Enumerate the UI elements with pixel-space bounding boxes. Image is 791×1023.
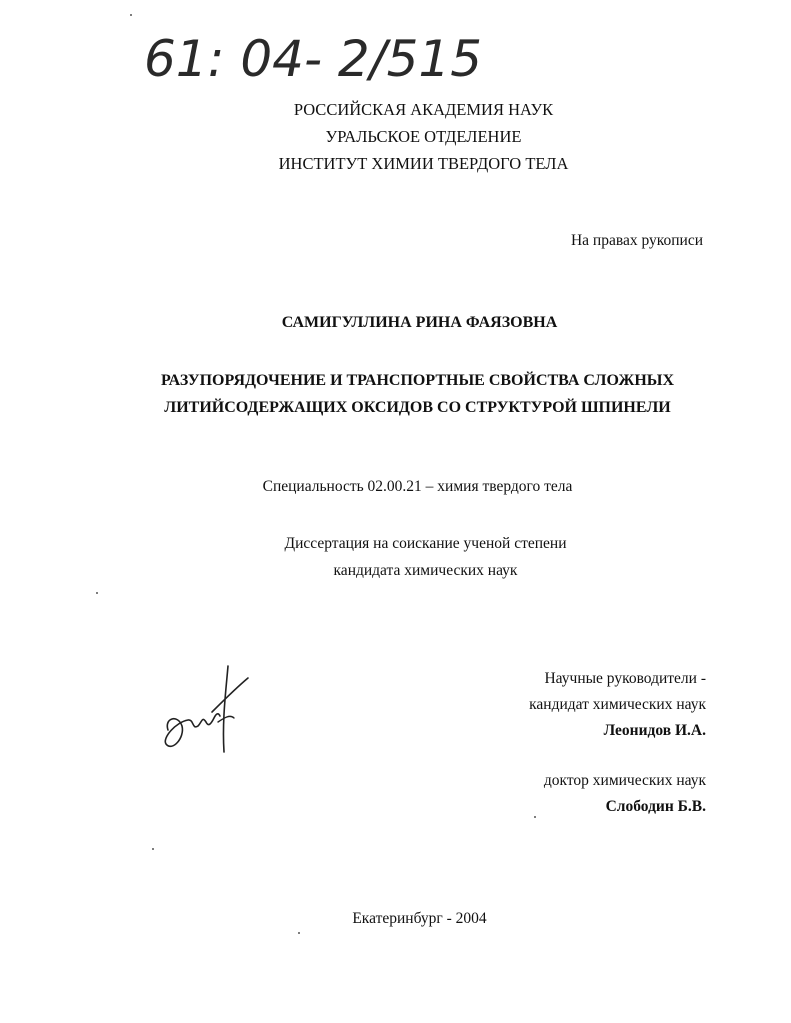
scan-speck <box>152 848 154 850</box>
scan-speck <box>298 932 300 934</box>
supervisor-2-degree: доктор химических наук <box>543 772 706 789</box>
handwritten-catalog-text: 61: 04- 2/515 <box>144 30 483 88</box>
academy-name: РОССИЙСКАЯ АКАДЕМИЯ НАУК <box>293 100 554 119</box>
supervisor-2-name: Слободин Б.В. <box>605 798 706 815</box>
degree-statement <box>30 530 791 584</box>
scan-speck <box>96 592 98 594</box>
supervisor-1-degree: кандидат химических наук <box>529 696 706 713</box>
handwritten-signature <box>158 660 254 760</box>
institute-name: ИНСТИТУТ ХИМИИ ТВЕРДОГО ТЕЛА <box>278 154 569 173</box>
supervisor-gap <box>529 744 706 768</box>
title-line-2: ЛИТИЙСОДЕРЖАЩИХ ОКСИДОВ СО СТРУКТУРОЙ ШПИНЕЛИ <box>164 399 671 416</box>
scan-speck <box>534 816 536 818</box>
author-name: САМИГУЛЛИНА РИНА ФАЯЗОВНА <box>281 314 558 331</box>
city-year: Екатеринбург - 2004 <box>352 910 487 927</box>
scan-speck <box>130 14 132 16</box>
handwritten-catalog-number <box>140 14 520 94</box>
organization-block <box>28 96 791 177</box>
branch-name: УРАЛЬСКОЕ ОТДЕЛЕНИЕ <box>325 127 522 146</box>
dissertation-title <box>22 367 791 421</box>
supervisors-heading: Научные руководители - <box>544 670 706 687</box>
specialty: Специальность 02.00.21 – химия твердого тела <box>262 478 573 495</box>
title-line-1: РАЗУПОРЯДОЧЕНИЕ И ТРАНСПОРТНЫЕ СВОЙСТВА СЛОЖНЫХ <box>160 372 675 389</box>
degree-line-2: кандидата химических наук <box>333 562 518 579</box>
supervisor-1-name: Леонидов И.А. <box>603 722 706 739</box>
supervisors-block <box>529 666 706 820</box>
manuscript-rights: На правах рукописи <box>570 232 703 249</box>
degree-line-1: Диссертация на соискание ученой степени <box>284 535 567 552</box>
